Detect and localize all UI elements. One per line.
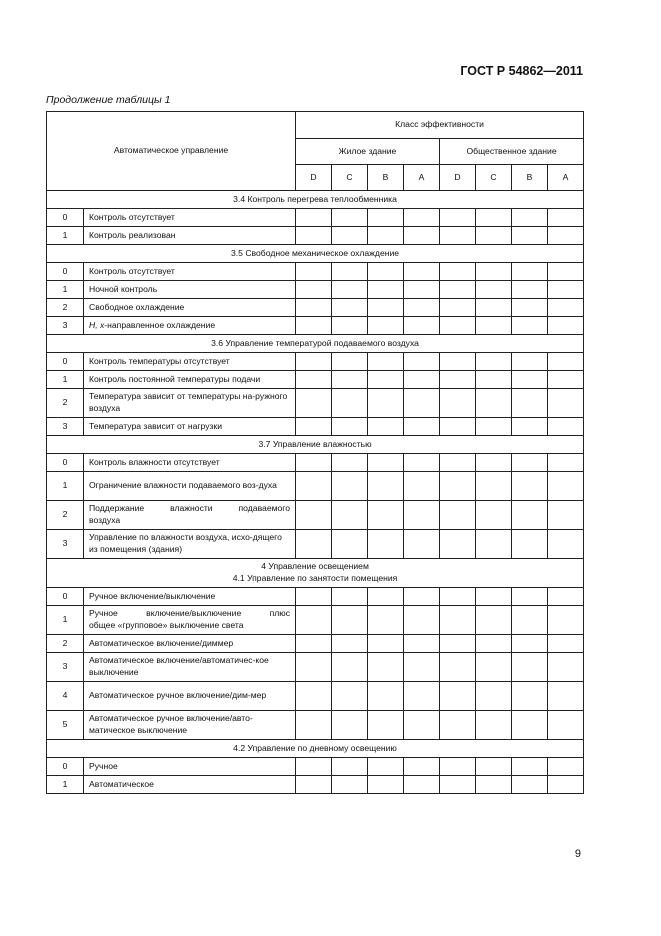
row-description: Температура зависит от температуры на-ружного воздуха — [84, 389, 296, 418]
row-number: 2 — [47, 389, 84, 418]
row-number: 4 — [47, 682, 84, 711]
row-number: 1 — [47, 606, 84, 635]
table-row — [47, 209, 584, 227]
header-class-c: C — [332, 165, 368, 191]
row-description: Контроль реализован — [84, 227, 296, 245]
row-number: 2 — [47, 299, 84, 317]
row-description — [84, 317, 296, 335]
row-description: Ручное — [84, 758, 296, 776]
table-row — [47, 472, 584, 501]
row-description — [84, 606, 296, 635]
row-number: 0 — [47, 454, 84, 472]
row-number: 3 — [47, 530, 84, 559]
section-heading: 3.7 Управление влажностью — [47, 436, 584, 454]
table-row — [47, 281, 584, 299]
row-number: 0 — [47, 758, 84, 776]
row-number: 2 — [47, 501, 84, 530]
table-row — [47, 635, 584, 653]
row-description: Автоматическое включение/автоматичес-кое выключение — [84, 653, 296, 682]
table-row — [47, 418, 584, 436]
row-description: Контроль влажности отсутствует — [84, 454, 296, 472]
table-row — [47, 776, 584, 794]
row-description-italic: H, x — [89, 319, 105, 330]
row-description: Ограничение влажности подаваемого воз-духа — [84, 472, 296, 501]
header-class-b: B — [368, 165, 404, 191]
table-row — [47, 653, 584, 682]
header-class-b: B — [512, 165, 548, 191]
row-description: Автоматическое включение/диммер — [84, 635, 296, 653]
row-number: 3 — [47, 317, 84, 335]
row-number: 0 — [47, 353, 84, 371]
row-number: 3 — [47, 418, 84, 436]
row-description: Управление по влажности воздуха, исхо-дящего из помещения (здания) — [84, 530, 296, 559]
header-automatic-control: Автоматическое управление — [47, 112, 296, 191]
table-row — [47, 227, 584, 245]
table-row — [47, 501, 584, 530]
header-residential-building: Жилое здание — [296, 139, 440, 165]
row-number: 1 — [47, 371, 84, 389]
header-class-d: D — [440, 165, 476, 191]
table-row — [47, 606, 584, 635]
row-description: Автоматическое ручное включение/дим-мер — [84, 682, 296, 711]
row-number: 1 — [47, 472, 84, 501]
row-description: Контроль отсутствует — [84, 209, 296, 227]
table-row — [47, 588, 584, 606]
row-number: 5 — [47, 711, 84, 740]
row-number: 1 — [47, 227, 84, 245]
table-row — [47, 758, 584, 776]
table-row — [47, 299, 584, 317]
row-number: 2 — [47, 635, 84, 653]
section-heading-line: 4 Управление освещением — [261, 561, 369, 572]
table-row — [47, 530, 584, 559]
row-number: 0 — [47, 263, 84, 281]
page-number: 9 — [574, 848, 581, 860]
row-description-line: общее «групповое» выключение света — [89, 620, 244, 630]
row-description: Автоматическое ручное включение/авто-матическое выключение — [84, 711, 296, 740]
table-row — [47, 353, 584, 371]
table-row — [47, 371, 584, 389]
section-heading: 4.2 Управление по дневному освещению — [47, 740, 584, 758]
row-description: Автоматическое — [84, 776, 296, 794]
table-row — [47, 711, 584, 740]
row-description-line: Поддержание влажности подаваемого — [89, 503, 291, 514]
header-class-a: A — [404, 165, 440, 191]
row-description: Свободное охлаждение — [84, 299, 296, 317]
section-heading — [47, 559, 584, 588]
table-row — [47, 263, 584, 281]
row-description — [84, 501, 296, 530]
efficiency-class-table — [46, 111, 584, 794]
row-number: 0 — [47, 209, 84, 227]
header-public-building: Общественное здание — [440, 139, 584, 165]
row-description: Ручное включение/выключение — [84, 588, 296, 606]
header-class-d: D — [296, 165, 332, 191]
row-description: Контроль отсутствует — [84, 263, 296, 281]
row-number: 3 — [47, 653, 84, 682]
section-heading-line: 4.1 Управление по занятости помещения — [232, 573, 398, 583]
table-row — [47, 454, 584, 472]
table-row — [47, 389, 584, 418]
row-description: Ночной контроль — [84, 281, 296, 299]
row-description: Контроль температуры отсутствует — [84, 353, 296, 371]
row-description: Контроль постоянной температуры подачи — [84, 371, 296, 389]
document-standard-number: ГОСТ Р 54862—2011 — [460, 64, 583, 78]
row-description-line: воздуха — [89, 515, 121, 525]
table-row — [47, 317, 584, 335]
table-row — [47, 682, 584, 711]
row-number: 0 — [47, 588, 84, 606]
row-description: Температура зависит от нагрузки — [84, 418, 296, 436]
row-description-rest: -направленное охлаждение — [104, 319, 216, 330]
header-efficiency-class: Класс эффективности — [296, 112, 584, 139]
section-heading: 3.4 Контроль перегрева теплообменника — [47, 191, 584, 209]
header-class-c: C — [476, 165, 512, 191]
row-description-line: Ручное включение/выключение плюс — [89, 608, 291, 619]
header-class-a: A — [548, 165, 584, 191]
section-heading: 3.6 Управление температурой подаваемого воздуха — [47, 335, 584, 353]
row-number: 1 — [47, 281, 84, 299]
row-number: 1 — [47, 776, 84, 794]
table-continuation-label: Продолжение таблицы 1 — [46, 94, 171, 106]
section-heading: 3.5 Свободное механическое охлаждение — [47, 245, 584, 263]
